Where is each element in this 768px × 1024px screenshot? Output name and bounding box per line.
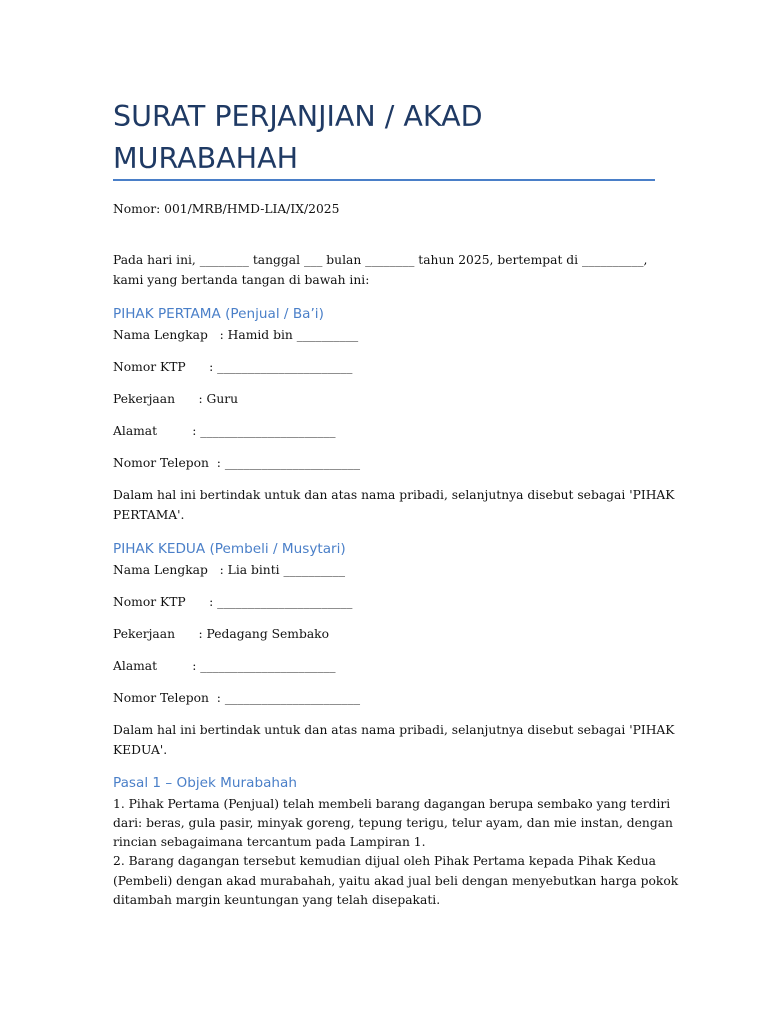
intro-line-2: kami yang bertanda tangan di bawah ini: bbox=[113, 273, 370, 287]
pihak-pertama-nama: Nama Lengkap : Hamid bin __________ bbox=[113, 328, 359, 342]
intro-line-1: Pada hari ini, ________ tanggal ___ bulan ________ tahun 2025, bertempat di __________, bbox=[113, 253, 648, 267]
pihak-kedua-statement-line-2: KEDUA'. bbox=[113, 743, 168, 757]
pihak-kedua-nama: Nama Lengkap : Lia binti __________ bbox=[113, 563, 345, 577]
pasal-1-line: ditambah margin keuntungan yang telah disepakati. bbox=[113, 893, 441, 907]
pihak-kedua-heading: PIHAK KEDUA (Pembeli / Musytari) bbox=[113, 541, 346, 557]
pasal-1-heading: Pasal 1 – Objek Murabahah bbox=[113, 775, 297, 791]
pihak-pertama-alamat: Alamat : ______________________ bbox=[113, 424, 336, 438]
title-line-1: SURAT PERJANJIAN / AKAD bbox=[113, 100, 483, 133]
document-title bbox=[113, 96, 673, 180]
pihak-pertama-statement-line-2: PERTAMA'. bbox=[113, 508, 185, 522]
document-number: Nomor: 001/MRB/HMD-LIA/IX/2025 bbox=[113, 202, 340, 216]
pihak-kedua-statement-line-1: Dalam hal ini bertindak untuk dan atas nama pribadi, selanjutnya disebut sebagai 'PIHAK bbox=[113, 723, 675, 737]
pihak-kedua-telepon: Nomor Telepon : ______________________ bbox=[113, 691, 361, 705]
pihak-pertama-telepon: Nomor Telepon : ______________________ bbox=[113, 456, 361, 470]
pihak-pertama-ktp: Nomor KTP : ______________________ bbox=[113, 360, 353, 374]
pasal-1-line: dari: beras, gula pasir, minyak goreng, tepung terigu, telur ayam, dan mie instan, dengan bbox=[113, 816, 673, 830]
pihak-kedua-alamat: Alamat : ______________________ bbox=[113, 659, 336, 673]
pasal-1-line: (Pembeli) dengan akad murabahah, yaitu akad jual beli dengan menyebutkan harga pokok bbox=[113, 874, 679, 888]
pihak-pertama-heading: PIHAK PERTAMA (Penjual / Ba’i) bbox=[113, 306, 324, 322]
title-underline bbox=[113, 179, 655, 181]
pihak-pertama-pekerjaan: Pekerjaan : Guru bbox=[113, 392, 239, 406]
pasal-1-line: 2. Barang dagangan tersebut kemudian dijual oleh Pihak Pertama kepada Pihak Kedua bbox=[113, 854, 657, 868]
pihak-kedua-pekerjaan: Pekerjaan : Pedagang Sembako bbox=[113, 627, 330, 641]
pihak-kedua-ktp: Nomor KTP : ______________________ bbox=[113, 595, 353, 609]
pihak-pertama-statement-line-1: Dalam hal ini bertindak untuk dan atas nama pribadi, selanjutnya disebut sebagai 'PIHAK bbox=[113, 488, 675, 502]
title-line-2: MURABAHAH bbox=[113, 142, 298, 175]
pasal-1-line: 1. Pihak Pertama (Penjual) telah membeli barang dagangan berupa sembako yang terdiri bbox=[113, 797, 671, 811]
pasal-1-line: rincian sebagaimana tercantum pada Lampiran 1. bbox=[113, 835, 426, 849]
